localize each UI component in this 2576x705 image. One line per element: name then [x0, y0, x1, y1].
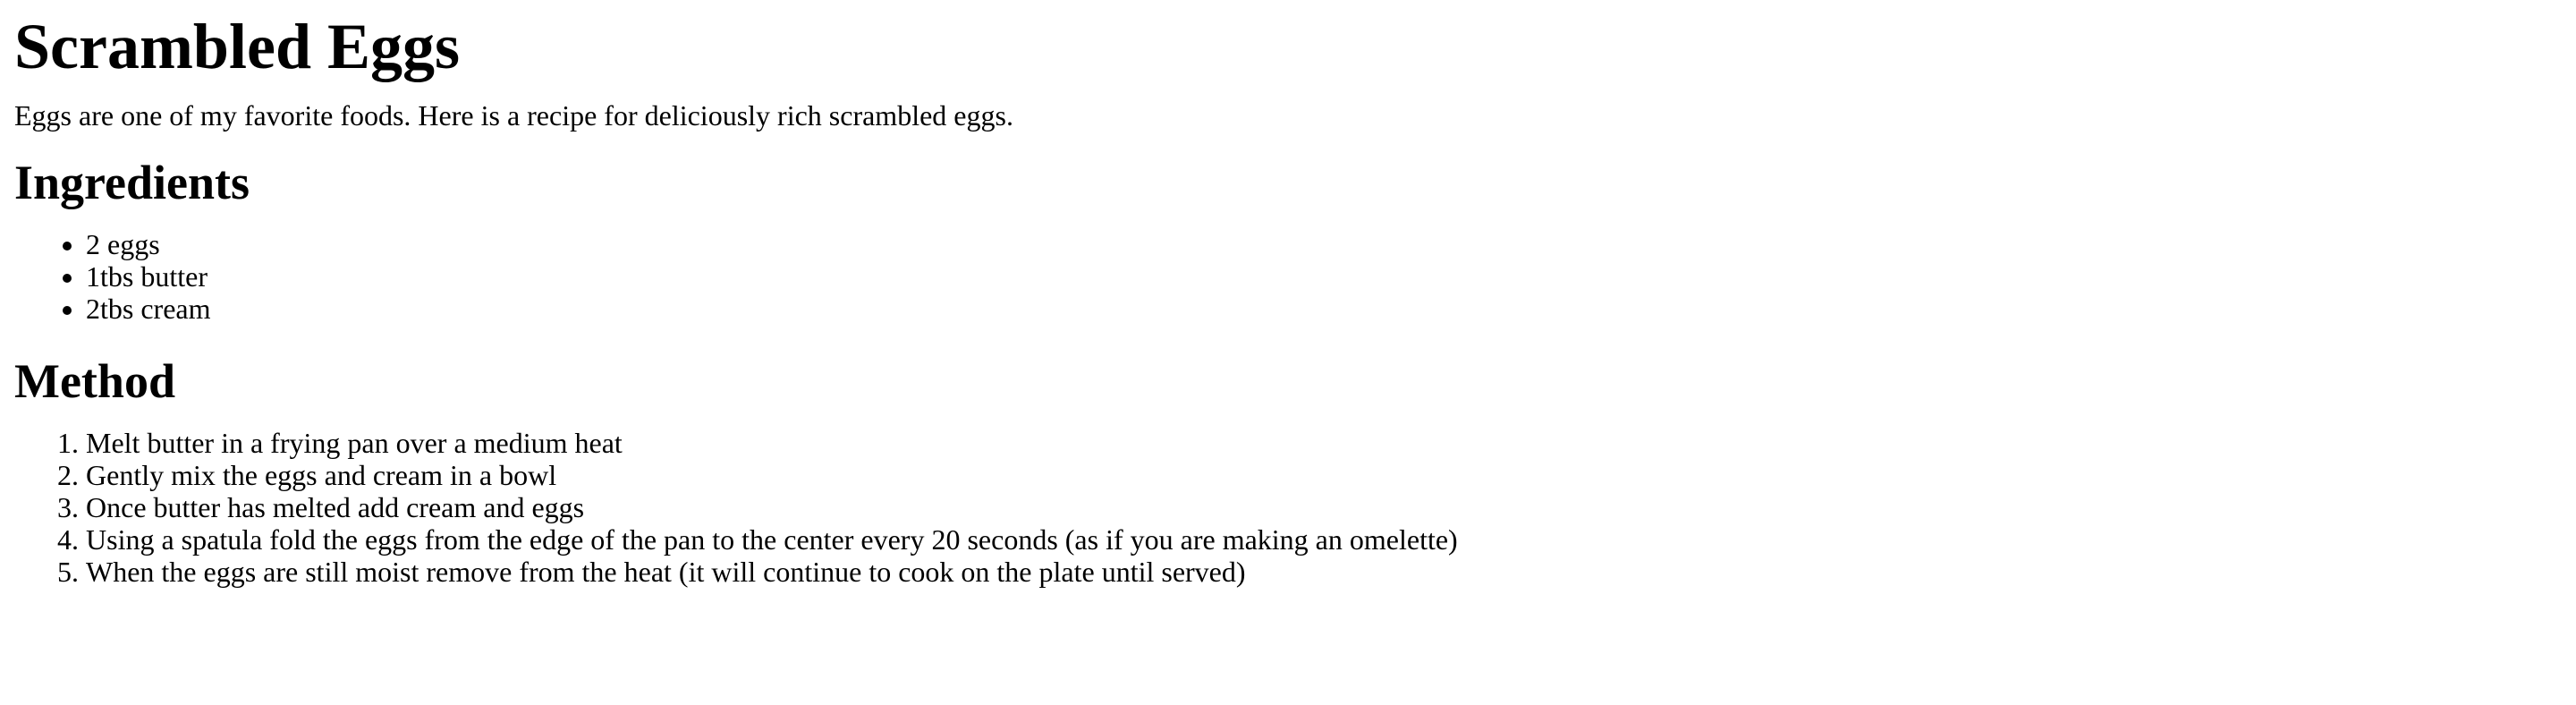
list-item: 5. When the eggs are still moist remove from the heat (it will continue to cook on the plate until served): [86, 556, 2562, 588]
list-item: • 2 eggs: [86, 228, 2562, 260]
intro-text: Eggs are one of my favorite foods. Here is a recipe for deliciously rich scrambled eggs.: [14, 99, 1013, 132]
list-item: 3. Once butter has melted add cream and eggs: [86, 491, 2562, 523]
method-heading: Method: [14, 354, 175, 408]
method-list: [14, 427, 2562, 588]
list-item: • 1tbs butter: [86, 260, 2562, 293]
page-title: Scrambled Eggs: [14, 11, 461, 82]
ingredients-heading: Ingredients: [14, 156, 250, 209]
list-item: 2. Gently mix the eggs and cream in a bowl: [86, 459, 2562, 491]
list-item: • 2tbs cream: [86, 293, 2562, 325]
ingredients-list: [14, 228, 2562, 325]
list-item: 4. Using a spatula fold the eggs from the edge of the pan to the center every 20 seconds (as if you are making an omelette): [86, 523, 2562, 556]
list-item: 1. Melt butter in a frying pan over a medium heat: [86, 427, 2562, 459]
